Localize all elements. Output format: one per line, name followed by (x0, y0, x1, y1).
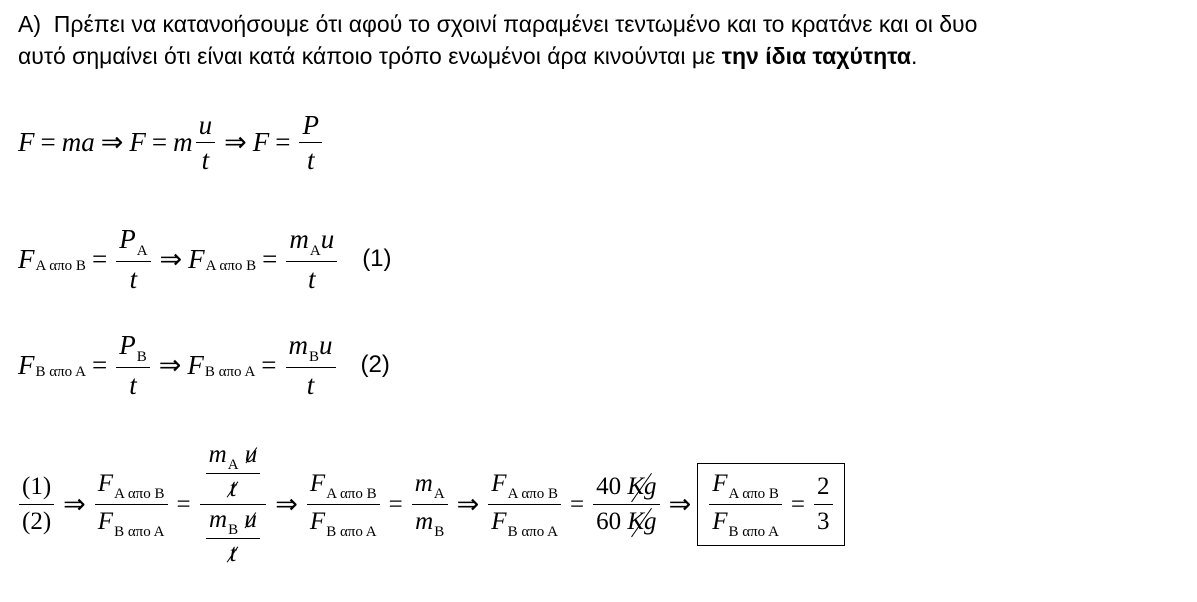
equals-sign: = (151, 127, 168, 157)
numerator (412, 467, 448, 504)
equation-number: (1) (362, 245, 392, 272)
var-u: u (319, 330, 333, 360)
fraction-FAB-over-FBA (95, 467, 168, 542)
numerator (286, 328, 336, 367)
numerator: (1) (22, 473, 52, 500)
equation-ratio (16, 440, 845, 569)
subscript-B-apo-A: Β απο Α (507, 524, 559, 540)
var-F: F (188, 243, 205, 274)
subscript-A: A (309, 243, 321, 259)
subscript-A: A (227, 457, 239, 473)
var-F: F (491, 470, 507, 497)
denominator: t (308, 264, 316, 294)
line1-text: Πρέπει να κατανοήσουμε ότι αφού το σχοινί παραμένει τεντωμένο και το κρατάνε και οι δυο (53, 11, 978, 37)
subscript-B: Β (228, 522, 239, 538)
boxed-result (697, 463, 844, 546)
equals-sign: = (262, 243, 278, 274)
numerator (206, 440, 261, 473)
value-40: 40 (596, 473, 622, 500)
fraction-FAB-over-FBA (709, 467, 782, 542)
denominator (412, 505, 447, 542)
var-F: F (712, 508, 728, 535)
fraction-mAu-over-t-cancelled (206, 440, 261, 504)
equation-1 (18, 222, 392, 296)
cancelled-t: t (226, 474, 239, 504)
cancelled-u: u (244, 441, 258, 468)
subscript-B-apo-A: Β απο Α (114, 524, 165, 540)
implies-arrow: ⇒ (275, 489, 298, 519)
equals-sign: = (40, 127, 56, 157)
numerator (593, 470, 659, 504)
equals-sign: = (570, 490, 585, 518)
numerator (95, 467, 168, 504)
numerator (286, 222, 337, 261)
implies-arrow: ⇒ (224, 127, 247, 157)
implies-arrow: ⇒ (63, 489, 86, 519)
subscript-B: Β (136, 349, 147, 365)
fraction-FAB-over-FBA (488, 467, 561, 542)
equation-number: (2) (360, 351, 390, 378)
implies-arrow: ⇒ (159, 243, 183, 274)
fraction-1-over-2 (19, 470, 54, 539)
equals-sign: = (275, 127, 291, 157)
value-60: 60 (596, 508, 622, 535)
equals-sign: = (91, 349, 108, 380)
bold-phrase: την ίδια ταχύτητα (721, 43, 911, 69)
subscript-A-apo-B: Α απο Β (114, 486, 165, 502)
subscript-B-apo-A: Β απο Α (204, 363, 256, 380)
equation-2 (18, 328, 390, 402)
var-u: u (320, 224, 335, 254)
var-F: F (97, 470, 114, 497)
numerator (488, 467, 561, 504)
fraction-2-over-3 (814, 470, 833, 539)
cancelled-kg: Kg (627, 470, 656, 504)
part-label: Α) (18, 11, 41, 37)
denominator: t (129, 370, 137, 400)
fraction-PA-over-t (116, 222, 150, 296)
subscript-B-apo-A: Β απο Α (728, 524, 779, 540)
var-m: m (209, 506, 228, 533)
equals-sign: = (388, 490, 403, 518)
numerator: u (198, 110, 213, 140)
fraction-mAu-over-t (286, 222, 337, 296)
fraction-mBu-over-t (286, 328, 336, 402)
numerator (709, 467, 782, 504)
numerator (200, 440, 267, 504)
subscript-A: A (136, 243, 148, 259)
subscript-A-apo-B: Α απο Β (728, 486, 779, 502)
subscript-B: Β (434, 524, 445, 540)
denominator: t (201, 145, 210, 175)
line2-text: αυτό σημαίνει ότι είναι κατά κάποιο τρόπο ενωμένοι άρα κινούνται με (18, 43, 722, 69)
fraction-FAB-over-FBA (307, 467, 380, 542)
var-m: m (173, 127, 193, 157)
denominator: 3 (817, 508, 830, 535)
var-F: F (309, 470, 326, 497)
var-F: F (252, 127, 270, 157)
subscript-A-apo-B: Α απο Β (205, 257, 257, 274)
denominator (200, 505, 266, 569)
denominator (95, 505, 168, 542)
equals-sign: = (261, 349, 277, 380)
fraction-PB-over-t (116, 328, 150, 402)
numerator (116, 222, 150, 261)
denominator (307, 505, 380, 542)
var-P: P (119, 224, 136, 254)
var-F: F (129, 127, 146, 157)
compound-fraction (200, 440, 267, 569)
subscript-A-apo-B: Α απο Β (326, 486, 377, 502)
fraction-mA-over-mB (412, 467, 448, 542)
var-F: F (18, 127, 35, 157)
var-F: F (97, 508, 114, 535)
line2-end: . (910, 43, 918, 69)
equals-sign: = (176, 490, 191, 518)
equation-newton (18, 108, 325, 177)
var-F: F (309, 508, 326, 535)
numerator (307, 467, 380, 504)
numerator (206, 505, 260, 538)
var-F: F (491, 508, 507, 535)
fraction-P-over-t (299, 108, 322, 177)
denominator: t (306, 370, 315, 400)
implies-arrow: ⇒ (668, 489, 692, 519)
cancelled-t: t (226, 539, 239, 569)
var-m: m (288, 330, 309, 360)
denominator (488, 505, 561, 542)
cancelled-kg: Kg (627, 505, 656, 539)
var-P: P (119, 330, 136, 360)
numerator (116, 328, 150, 367)
numerator: P (302, 110, 319, 140)
denominator (593, 505, 659, 539)
denominator: t (129, 264, 138, 294)
paragraph-line-2 (18, 40, 1193, 72)
implies-arrow: ⇒ (456, 489, 480, 519)
subscript-A-apo-B: Α απο Β (35, 257, 86, 274)
var-m: m (415, 508, 434, 535)
var-F: F (18, 243, 35, 274)
paragraph-line-1 (18, 8, 1193, 40)
var-m: m (208, 441, 227, 468)
var-m: m (289, 224, 309, 254)
subscript-B-apo-A: Β απο Α (326, 524, 377, 540)
denominator: t (306, 145, 315, 175)
var-m: m (414, 470, 433, 497)
var-ma: ma (61, 127, 95, 157)
fraction-40kg-over-60kg (593, 470, 659, 539)
equals-sign: = (91, 243, 108, 274)
numerator: 2 (817, 473, 830, 500)
fraction-mBu-over-t-cancelled (206, 505, 260, 569)
denominator: (2) (22, 508, 52, 535)
implies-arrow: ⇒ (100, 127, 124, 157)
implies-arrow: ⇒ (158, 349, 182, 380)
explanation-paragraph (18, 8, 1193, 72)
fraction-u-over-t (196, 108, 216, 177)
equals-sign: = (790, 490, 806, 518)
cancelled-u: u (244, 506, 257, 533)
var-F: F (187, 349, 204, 380)
var-F: F (18, 349, 35, 380)
subscript-A: A (433, 486, 445, 502)
subscript-B-apo-A: Β απο Α (35, 363, 86, 380)
subscript-A-apo-B: Α απο Β (507, 486, 559, 502)
var-F: F (712, 470, 728, 497)
subscript-B: Β (309, 349, 320, 365)
denominator (709, 505, 782, 542)
